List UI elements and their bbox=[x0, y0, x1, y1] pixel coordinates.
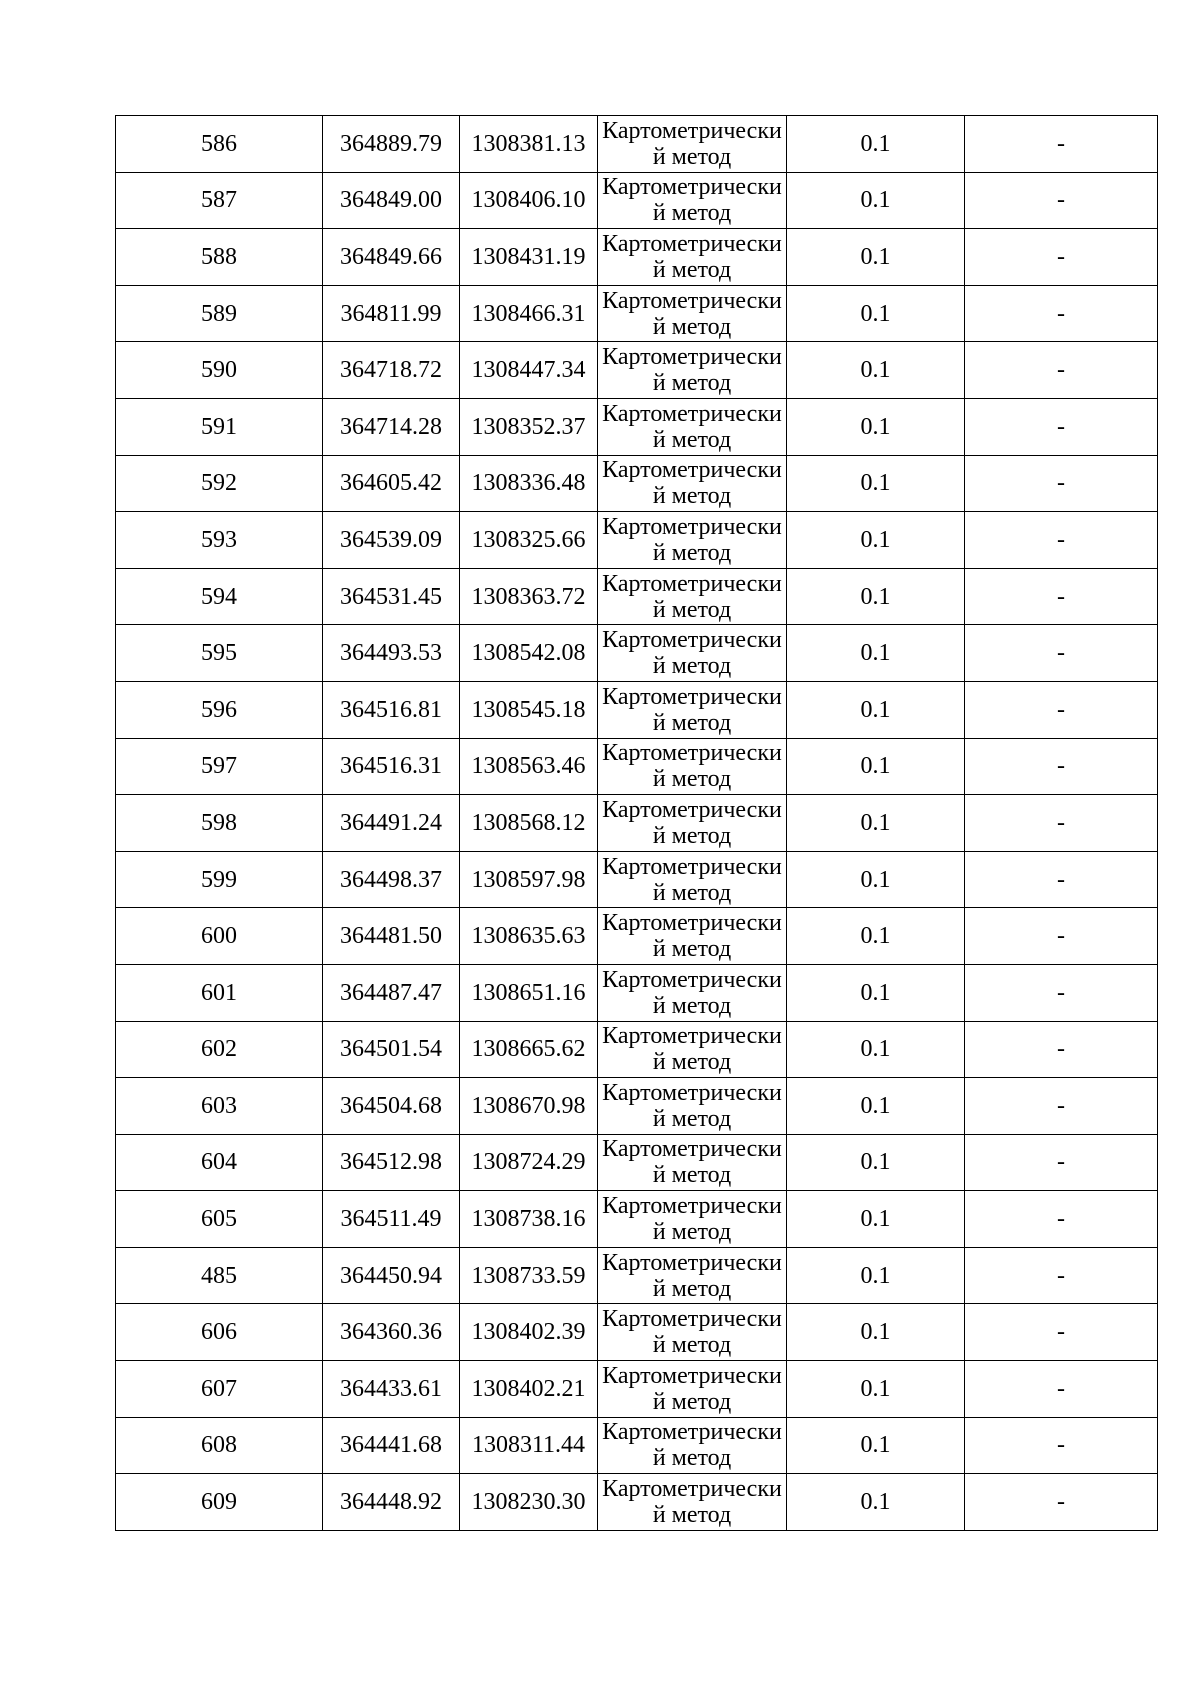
note-cell: - bbox=[965, 1417, 1158, 1474]
precision-cell: 0.1 bbox=[787, 568, 965, 625]
method-cell: Картометрический метод bbox=[598, 1021, 787, 1078]
method-cell: Картометрический метод bbox=[598, 512, 787, 569]
table-row bbox=[116, 681, 1158, 738]
table-row bbox=[116, 625, 1158, 682]
table-row bbox=[116, 964, 1158, 1021]
point-number-cell: 595 bbox=[116, 625, 323, 682]
table-row bbox=[116, 172, 1158, 229]
y-coordinate-cell: 1308466.31 bbox=[460, 285, 598, 342]
table-row bbox=[116, 851, 1158, 908]
y-coordinate-cell: 1308670.98 bbox=[460, 1078, 598, 1135]
note-cell: - bbox=[965, 1021, 1158, 1078]
method-cell: Картометрический метод bbox=[598, 964, 787, 1021]
point-number-cell: 594 bbox=[116, 568, 323, 625]
precision-cell: 0.1 bbox=[787, 908, 965, 965]
y-coordinate-cell: 1308230.30 bbox=[460, 1474, 598, 1531]
point-number-cell: 598 bbox=[116, 795, 323, 852]
note-cell: - bbox=[965, 795, 1158, 852]
point-number-cell: 603 bbox=[116, 1078, 323, 1135]
precision-cell: 0.1 bbox=[787, 1078, 965, 1135]
method-cell: Картометрический метод bbox=[598, 908, 787, 965]
point-number-cell: 588 bbox=[116, 229, 323, 286]
note-cell: - bbox=[965, 738, 1158, 795]
method-cell: Картометрический метод bbox=[598, 229, 787, 286]
x-coordinate-cell: 364433.61 bbox=[323, 1361, 460, 1418]
method-cell: Картометрический метод bbox=[598, 1247, 787, 1304]
x-coordinate-cell: 364718.72 bbox=[323, 342, 460, 399]
table-row bbox=[116, 1134, 1158, 1191]
y-coordinate-cell: 1308325.66 bbox=[460, 512, 598, 569]
table-row bbox=[116, 116, 1158, 173]
method-cell: Картометрический метод bbox=[598, 172, 787, 229]
precision-cell: 0.1 bbox=[787, 964, 965, 1021]
method-cell: Картометрический метод bbox=[598, 1078, 787, 1135]
method-cell: Картометрический метод bbox=[598, 625, 787, 682]
x-coordinate-cell: 364360.36 bbox=[323, 1304, 460, 1361]
point-number-cell: 590 bbox=[116, 342, 323, 399]
method-cell: Картометрический метод bbox=[598, 455, 787, 512]
x-coordinate-cell: 364511.49 bbox=[323, 1191, 460, 1248]
y-coordinate-cell: 1308336.48 bbox=[460, 455, 598, 512]
precision-cell: 0.1 bbox=[787, 1304, 965, 1361]
precision-cell: 0.1 bbox=[787, 795, 965, 852]
method-cell: Картометрический метод bbox=[598, 568, 787, 625]
note-cell: - bbox=[965, 512, 1158, 569]
note-cell: - bbox=[965, 398, 1158, 455]
y-coordinate-cell: 1308568.12 bbox=[460, 795, 598, 852]
coordinates-table bbox=[115, 115, 1158, 1531]
precision-cell: 0.1 bbox=[787, 398, 965, 455]
table-row bbox=[116, 1191, 1158, 1248]
point-number-cell: 604 bbox=[116, 1134, 323, 1191]
point-number-cell: 606 bbox=[116, 1304, 323, 1361]
precision-cell: 0.1 bbox=[787, 1474, 965, 1531]
note-cell: - bbox=[965, 1134, 1158, 1191]
method-cell: Картометрический метод bbox=[598, 1417, 787, 1474]
method-cell: Картометрический метод bbox=[598, 116, 787, 173]
method-cell: Картометрический метод bbox=[598, 1474, 787, 1531]
point-number-cell: 586 bbox=[116, 116, 323, 173]
table-row bbox=[116, 342, 1158, 399]
x-coordinate-cell: 364605.42 bbox=[323, 455, 460, 512]
x-coordinate-cell: 364501.54 bbox=[323, 1021, 460, 1078]
precision-cell: 0.1 bbox=[787, 116, 965, 173]
y-coordinate-cell: 1308402.21 bbox=[460, 1361, 598, 1418]
point-number-cell: 601 bbox=[116, 964, 323, 1021]
x-coordinate-cell: 364516.81 bbox=[323, 681, 460, 738]
point-number-cell: 605 bbox=[116, 1191, 323, 1248]
precision-cell: 0.1 bbox=[787, 172, 965, 229]
y-coordinate-cell: 1308597.98 bbox=[460, 851, 598, 908]
precision-cell: 0.1 bbox=[787, 455, 965, 512]
table-row bbox=[116, 1417, 1158, 1474]
table-row bbox=[116, 285, 1158, 342]
precision-cell: 0.1 bbox=[787, 851, 965, 908]
precision-cell: 0.1 bbox=[787, 1021, 965, 1078]
x-coordinate-cell: 364491.24 bbox=[323, 795, 460, 852]
precision-cell: 0.1 bbox=[787, 1247, 965, 1304]
method-cell: Картометрический метод bbox=[598, 285, 787, 342]
x-coordinate-cell: 364516.31 bbox=[323, 738, 460, 795]
point-number-cell: 593 bbox=[116, 512, 323, 569]
point-number-cell: 485 bbox=[116, 1247, 323, 1304]
point-number-cell: 592 bbox=[116, 455, 323, 512]
y-coordinate-cell: 1308651.16 bbox=[460, 964, 598, 1021]
y-coordinate-cell: 1308733.59 bbox=[460, 1247, 598, 1304]
x-coordinate-cell: 364493.53 bbox=[323, 625, 460, 682]
note-cell: - bbox=[965, 1304, 1158, 1361]
x-coordinate-cell: 364498.37 bbox=[323, 851, 460, 908]
method-cell: Картометрический метод bbox=[598, 795, 787, 852]
y-coordinate-cell: 1308402.39 bbox=[460, 1304, 598, 1361]
precision-cell: 0.1 bbox=[787, 625, 965, 682]
y-coordinate-cell: 1308665.62 bbox=[460, 1021, 598, 1078]
table-row bbox=[116, 1304, 1158, 1361]
y-coordinate-cell: 1308545.18 bbox=[460, 681, 598, 738]
y-coordinate-cell: 1308447.34 bbox=[460, 342, 598, 399]
x-coordinate-cell: 364512.98 bbox=[323, 1134, 460, 1191]
note-cell: - bbox=[965, 342, 1158, 399]
point-number-cell: 591 bbox=[116, 398, 323, 455]
note-cell: - bbox=[965, 681, 1158, 738]
x-coordinate-cell: 364450.94 bbox=[323, 1247, 460, 1304]
precision-cell: 0.1 bbox=[787, 738, 965, 795]
point-number-cell: 609 bbox=[116, 1474, 323, 1531]
note-cell: - bbox=[965, 1474, 1158, 1531]
point-number-cell: 587 bbox=[116, 172, 323, 229]
y-coordinate-cell: 1308724.29 bbox=[460, 1134, 598, 1191]
note-cell: - bbox=[965, 964, 1158, 1021]
precision-cell: 0.1 bbox=[787, 512, 965, 569]
table-row bbox=[116, 229, 1158, 286]
precision-cell: 0.1 bbox=[787, 229, 965, 286]
point-number-cell: 602 bbox=[116, 1021, 323, 1078]
method-cell: Картометрический метод bbox=[598, 1304, 787, 1361]
method-cell: Картометрический метод bbox=[598, 681, 787, 738]
method-cell: Картометрический метод bbox=[598, 342, 787, 399]
y-coordinate-cell: 1308431.19 bbox=[460, 229, 598, 286]
method-cell: Картометрический метод bbox=[598, 1191, 787, 1248]
note-cell: - bbox=[965, 116, 1158, 173]
x-coordinate-cell: 364441.68 bbox=[323, 1417, 460, 1474]
method-cell: Картометрический метод bbox=[598, 738, 787, 795]
note-cell: - bbox=[965, 851, 1158, 908]
note-cell: - bbox=[965, 172, 1158, 229]
y-coordinate-cell: 1308406.10 bbox=[460, 172, 598, 229]
table-row bbox=[116, 1078, 1158, 1135]
note-cell: - bbox=[965, 568, 1158, 625]
table-row bbox=[116, 738, 1158, 795]
note-cell: - bbox=[965, 455, 1158, 512]
point-number-cell: 608 bbox=[116, 1417, 323, 1474]
note-cell: - bbox=[965, 229, 1158, 286]
point-number-cell: 596 bbox=[116, 681, 323, 738]
table-row bbox=[116, 568, 1158, 625]
precision-cell: 0.1 bbox=[787, 1417, 965, 1474]
y-coordinate-cell: 1308563.46 bbox=[460, 738, 598, 795]
note-cell: - bbox=[965, 1361, 1158, 1418]
note-cell: - bbox=[965, 1247, 1158, 1304]
note-cell: - bbox=[965, 908, 1158, 965]
table-row bbox=[116, 1021, 1158, 1078]
point-number-cell: 599 bbox=[116, 851, 323, 908]
y-coordinate-cell: 1308311.44 bbox=[460, 1417, 598, 1474]
x-coordinate-cell: 364481.50 bbox=[323, 908, 460, 965]
note-cell: - bbox=[965, 625, 1158, 682]
table-row bbox=[116, 1361, 1158, 1418]
y-coordinate-cell: 1308542.08 bbox=[460, 625, 598, 682]
method-cell: Картометрический метод bbox=[598, 1361, 787, 1418]
precision-cell: 0.1 bbox=[787, 285, 965, 342]
precision-cell: 0.1 bbox=[787, 1361, 965, 1418]
precision-cell: 0.1 bbox=[787, 1191, 965, 1248]
x-coordinate-cell: 364714.28 bbox=[323, 398, 460, 455]
table-row bbox=[116, 1474, 1158, 1531]
method-cell: Картометрический метод bbox=[598, 1134, 787, 1191]
note-cell: - bbox=[965, 1078, 1158, 1135]
table-row bbox=[116, 795, 1158, 852]
precision-cell: 0.1 bbox=[787, 681, 965, 738]
x-coordinate-cell: 364849.66 bbox=[323, 229, 460, 286]
y-coordinate-cell: 1308635.63 bbox=[460, 908, 598, 965]
x-coordinate-cell: 364849.00 bbox=[323, 172, 460, 229]
note-cell: - bbox=[965, 285, 1158, 342]
precision-cell: 0.1 bbox=[787, 1134, 965, 1191]
x-coordinate-cell: 364504.68 bbox=[323, 1078, 460, 1135]
table-row bbox=[116, 398, 1158, 455]
x-coordinate-cell: 364889.79 bbox=[323, 116, 460, 173]
point-number-cell: 589 bbox=[116, 285, 323, 342]
note-cell: - bbox=[965, 1191, 1158, 1248]
method-cell: Картометрический метод bbox=[598, 851, 787, 908]
coordinates-table-body bbox=[116, 116, 1158, 1531]
x-coordinate-cell: 364811.99 bbox=[323, 285, 460, 342]
point-number-cell: 597 bbox=[116, 738, 323, 795]
x-coordinate-cell: 364448.92 bbox=[323, 1474, 460, 1531]
y-coordinate-cell: 1308363.72 bbox=[460, 568, 598, 625]
x-coordinate-cell: 364539.09 bbox=[323, 512, 460, 569]
x-coordinate-cell: 364487.47 bbox=[323, 964, 460, 1021]
x-coordinate-cell: 364531.45 bbox=[323, 568, 460, 625]
table-row bbox=[116, 908, 1158, 965]
precision-cell: 0.1 bbox=[787, 342, 965, 399]
table-row bbox=[116, 455, 1158, 512]
point-number-cell: 607 bbox=[116, 1361, 323, 1418]
table-row bbox=[116, 1247, 1158, 1304]
y-coordinate-cell: 1308352.37 bbox=[460, 398, 598, 455]
table-row bbox=[116, 512, 1158, 569]
point-number-cell: 600 bbox=[116, 908, 323, 965]
y-coordinate-cell: 1308381.13 bbox=[460, 116, 598, 173]
method-cell: Картометрический метод bbox=[598, 398, 787, 455]
y-coordinate-cell: 1308738.16 bbox=[460, 1191, 598, 1248]
